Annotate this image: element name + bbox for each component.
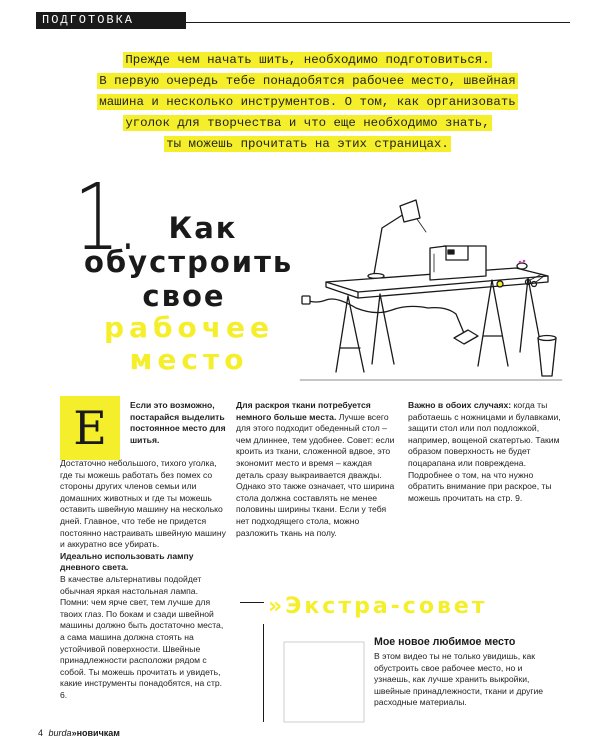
footer-brand: burda	[48, 728, 72, 738]
sewing-machine-icon	[430, 246, 486, 280]
column-1-body	[60, 458, 228, 701]
title-line-3: свое	[142, 279, 226, 313]
intro-line: Прежде чем начать шить, необходимо подготовиться.	[125, 53, 490, 67]
column-3	[408, 400, 570, 504]
extra-tip-rule-top	[240, 602, 264, 603]
body-text: Достаточно небольшого, тихого уголка, где ты можешь работать без помех со стороны других членов семьи или домашних животных и где ты можешь оставить швейную машину на несколько дней. Главное, что тебе не придется постоянно настраивать швейную машину и аккуратно все убирать.	[60, 458, 226, 550]
intro-line: машина и несколько инструментов. О том, как организовать	[99, 95, 516, 109]
intro-line: В первую очередь тебе понадобятся рабочее место, швейная	[99, 74, 516, 88]
chapter-number: 1.	[74, 164, 137, 271]
measuring-tape-icon	[497, 281, 503, 287]
section-rule	[186, 22, 570, 23]
column-1-lead	[130, 400, 228, 446]
video-thumbnail-icon[interactable]	[282, 640, 366, 724]
title-line-1: Как	[168, 211, 238, 245]
subheading: Идеально использовать лампу дневного света.	[60, 550, 194, 573]
desk-lamp-icon	[368, 200, 426, 279]
section-tag: ПОДГОТОВКА	[36, 12, 186, 29]
photo-credit	[558, 612, 567, 722]
page-footer	[38, 728, 120, 738]
column-2-bold: Для раскроя ткани потребуется немного больше места.	[236, 400, 371, 422]
title-line-2: обустроить	[84, 245, 294, 279]
pincushion-icon	[517, 260, 527, 269]
foot-pedal-icon	[454, 330, 478, 344]
intro-line: ты можешь прочитать на этих страницах.	[166, 137, 449, 151]
column-2	[236, 400, 398, 539]
intro-paragraph	[40, 50, 575, 155]
footer-rubric: »новичкам	[71, 728, 120, 738]
work-table	[326, 268, 548, 372]
drop-cap: Е	[60, 396, 120, 460]
column-3-bold: Важно в обоих случаях:	[408, 400, 512, 410]
trash-bin-icon	[538, 336, 556, 377]
page-number: 4	[38, 728, 44, 738]
extra-tip-subtitle: Мое новое любимое место	[374, 636, 516, 648]
column-3-text: когда ты работаешь с ножницами и булавками, защити стол или пол подложкой, например, вощеной скатертью. Таким образом поверхность не будет поцарапана или повреждена. Подробнее о том, на что нужно обратить внимание при раскрое, ты можешь прочитать на стр. 9.	[408, 400, 561, 503]
column-2-text: Лучше всего для этого подходит обеденный стол – чем длиннее, тем удобнее. Совет: если кроить из ткани, сложенной вдвое, это экономит место и время – каждая деталь сразу выкраивается дважды. Однако это также означает, что ширина стола должна составлять не менее половины ширины ткани. Если у тебя нет подходящего стола, можно разложить ткань на полу.	[236, 411, 395, 538]
lead-text: Если это возможно, постарайся выделить постоянное место для шитья.	[130, 400, 226, 445]
extra-tip-rule	[263, 624, 264, 722]
title-line-4: рабочее	[104, 311, 274, 344]
intro-line: уголок для творчества и что еще необходимо знать,	[125, 116, 490, 130]
workspace-illustration	[296, 188, 568, 393]
body-text: В качестве альтернативы подойдет обычная яркая настольная лампа. Помни: чем ярче свет, тем лучше для твоих глаз. По бокам и сзади швейной машины должно быть достаточно места, а сама машина должна стоять на устойчивой поверхности. Швейные принадлежности расположи рядом с собой. Ты можешь прочитать и увидеть, какие инструменты понадобятся, на стр. 6.	[60, 573, 224, 700]
extra-tip-title: »Экстра-совет	[268, 594, 488, 619]
extra-tip-text: В этом видео ты не только увидишь, как обустроить свое рабочее место, но и узнаешь, как лучше хранить выкройки, швейные принадлежности, ткани и другие расходные материалы.	[374, 651, 544, 708]
title-line-5: место	[129, 343, 249, 376]
